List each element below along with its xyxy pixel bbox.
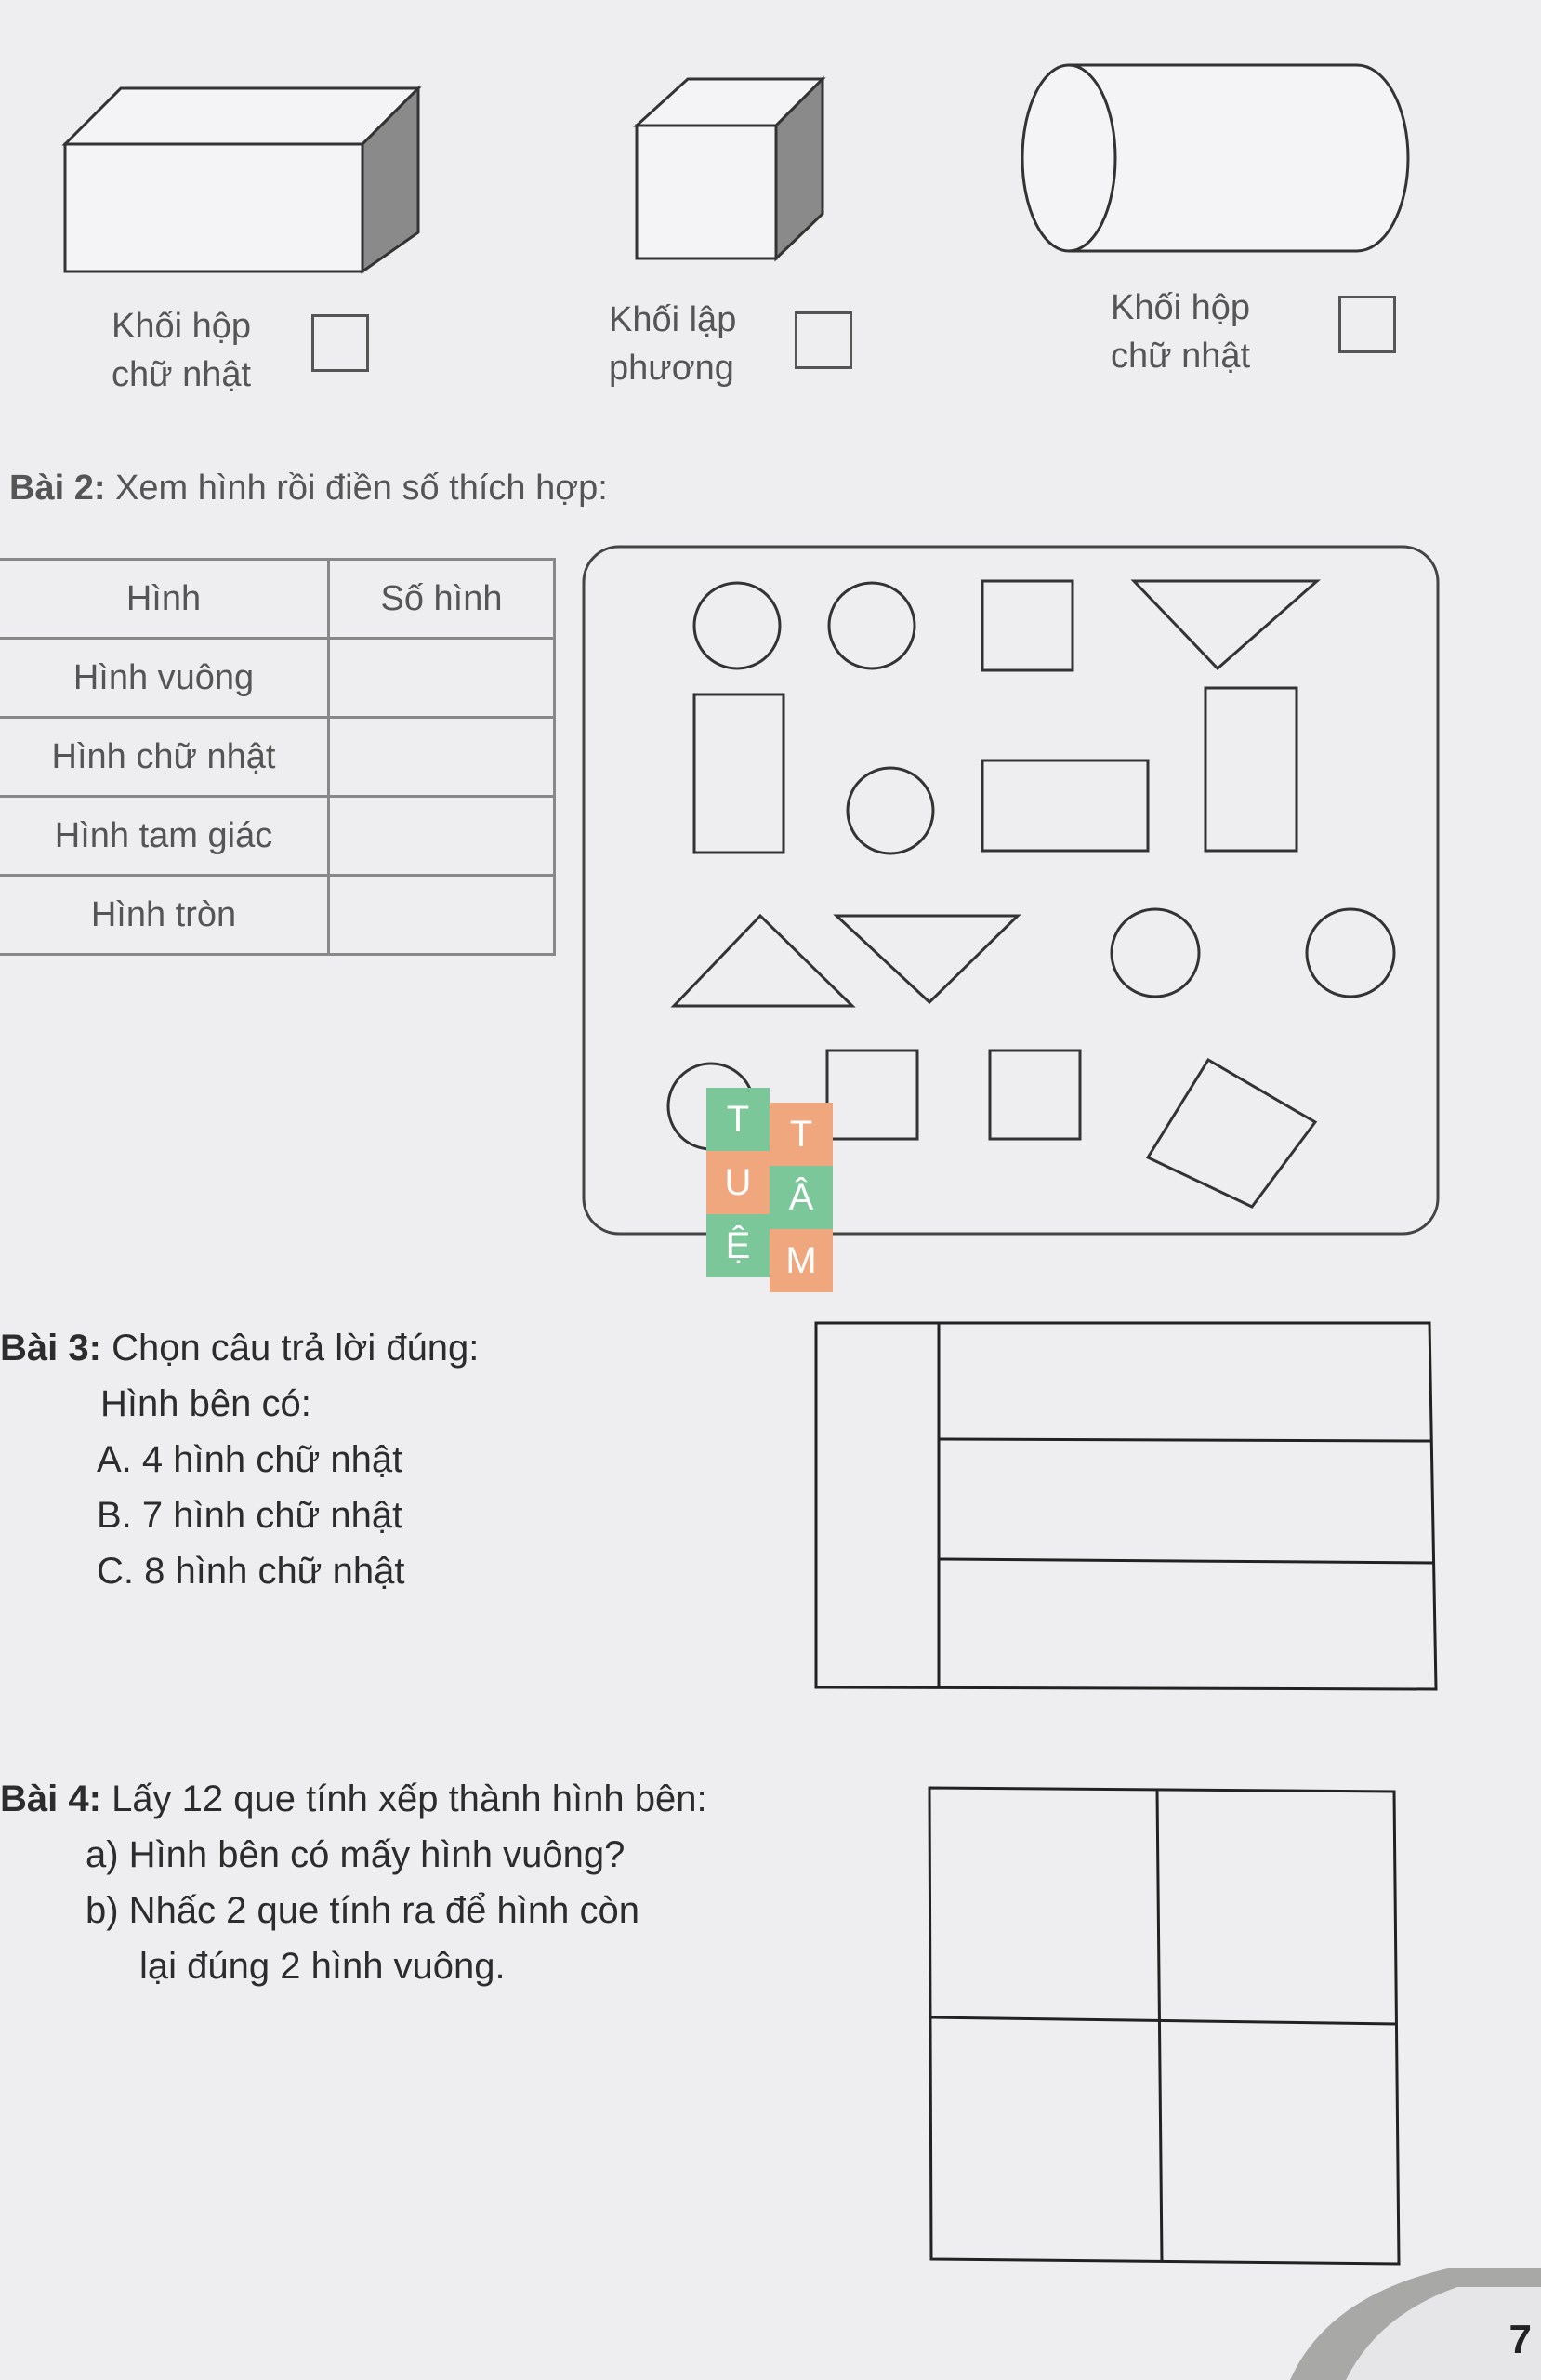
- logo-letter: Ệ: [706, 1214, 770, 1277]
- exercise-number: Bài 2:: [9, 469, 106, 508]
- table-row: [0, 718, 555, 797]
- square-shape: [827, 1051, 917, 1139]
- exercise-number: Bài 4:: [0, 1778, 101, 1819]
- question-part-a: a) Hình bên có mấy hình vuông?: [86, 1834, 626, 1875]
- count-cell[interactable]: [329, 876, 555, 955]
- answer-checkbox-1[interactable]: [311, 314, 369, 372]
- exercise-instruction: Lấy 12 que tính xếp thành hình bên:: [112, 1778, 707, 1819]
- cuboid-figure: [56, 74, 428, 288]
- circle-shape: [1112, 909, 1199, 997]
- square-shape: [990, 1051, 1080, 1139]
- table-row: [0, 639, 555, 718]
- circle-shape: [694, 583, 780, 668]
- matchstick-squares-figure: [920, 1780, 1403, 2273]
- answer-option-b[interactable]: B. 7 hình chữ nhật: [97, 1495, 403, 1536]
- shape-label-1: Khối hộp chữ nhật: [112, 307, 252, 394]
- table-header-row: [0, 560, 555, 639]
- tue-tam-logo: [706, 1086, 833, 1290]
- logo-letter: T: [770, 1103, 833, 1166]
- triangle-shape: [836, 916, 1018, 1002]
- question-part-b-continued: lại đúng 2 hình vuông.: [139, 1946, 506, 1987]
- rectangle-shape: [1205, 688, 1297, 851]
- circle-shape: [848, 768, 933, 853]
- exercise-instruction: Chọn câu trả lời đúng:: [112, 1328, 480, 1368]
- logo-letter: T: [706, 1088, 770, 1151]
- cylinder-figure: [1013, 56, 1413, 270]
- triangle-shape: [674, 916, 852, 1006]
- row-label: Hình tam giác: [0, 797, 329, 876]
- shape-label-3: Khối hộp chữ nhật: [1111, 288, 1251, 376]
- circle-shape: [829, 583, 915, 668]
- answer-checkbox-2[interactable]: [795, 311, 852, 369]
- logo-letter: M: [770, 1229, 833, 1292]
- rectangle-shape: [982, 760, 1148, 851]
- answer-option-a[interactable]: A. 4 hình chữ nhật: [97, 1439, 403, 1480]
- circle-shape: [1307, 909, 1394, 997]
- exercise-4-text: [0, 1771, 707, 1994]
- shape-count-table: [0, 558, 556, 956]
- column-header-shape: Hình: [0, 560, 329, 639]
- rectangle-shape: [1148, 1060, 1315, 1207]
- row-label: Hình chữ nhật: [0, 718, 329, 797]
- triangle-shape: [1134, 581, 1317, 668]
- column-header-count: Số hình: [329, 560, 555, 639]
- count-cell[interactable]: [329, 639, 555, 718]
- exercise-2-heading: [9, 460, 608, 516]
- answer-checkbox-3[interactable]: [1338, 296, 1396, 353]
- page-corner-tab: [1290, 2259, 1541, 2380]
- cube-figure: [623, 74, 836, 270]
- exercise-number: Bài 3:: [0, 1328, 101, 1368]
- question-text: Hình bên có:: [100, 1383, 311, 1424]
- square-shape: [982, 581, 1073, 670]
- answer-option-c[interactable]: C. 8 hình chữ nhật: [97, 1551, 405, 1592]
- table-row: [0, 876, 555, 955]
- rectangle-shape: [694, 694, 784, 853]
- page-number: 7: [1508, 2317, 1532, 2362]
- question-part-b: b) Nhấc 2 que tính ra để hình còn: [86, 1890, 639, 1931]
- exercise-3-heading: [0, 1320, 479, 1376]
- exercise-3-text: [0, 1320, 479, 1599]
- table-row: [0, 797, 555, 876]
- row-label: Hình tròn: [0, 876, 329, 955]
- shape-label-2: Khối lập phương: [609, 300, 737, 388]
- count-cell[interactable]: [329, 718, 555, 797]
- logo-letter: U: [706, 1151, 770, 1214]
- exercise-instruction: Xem hình rồi điền số thích hợp:: [115, 469, 608, 508]
- row-label: Hình vuông: [0, 639, 329, 718]
- count-cell[interactable]: [329, 797, 555, 876]
- exercise-4-heading: [0, 1771, 707, 1827]
- rectangles-figure: [809, 1316, 1441, 1697]
- logo-letter: Â: [770, 1166, 833, 1229]
